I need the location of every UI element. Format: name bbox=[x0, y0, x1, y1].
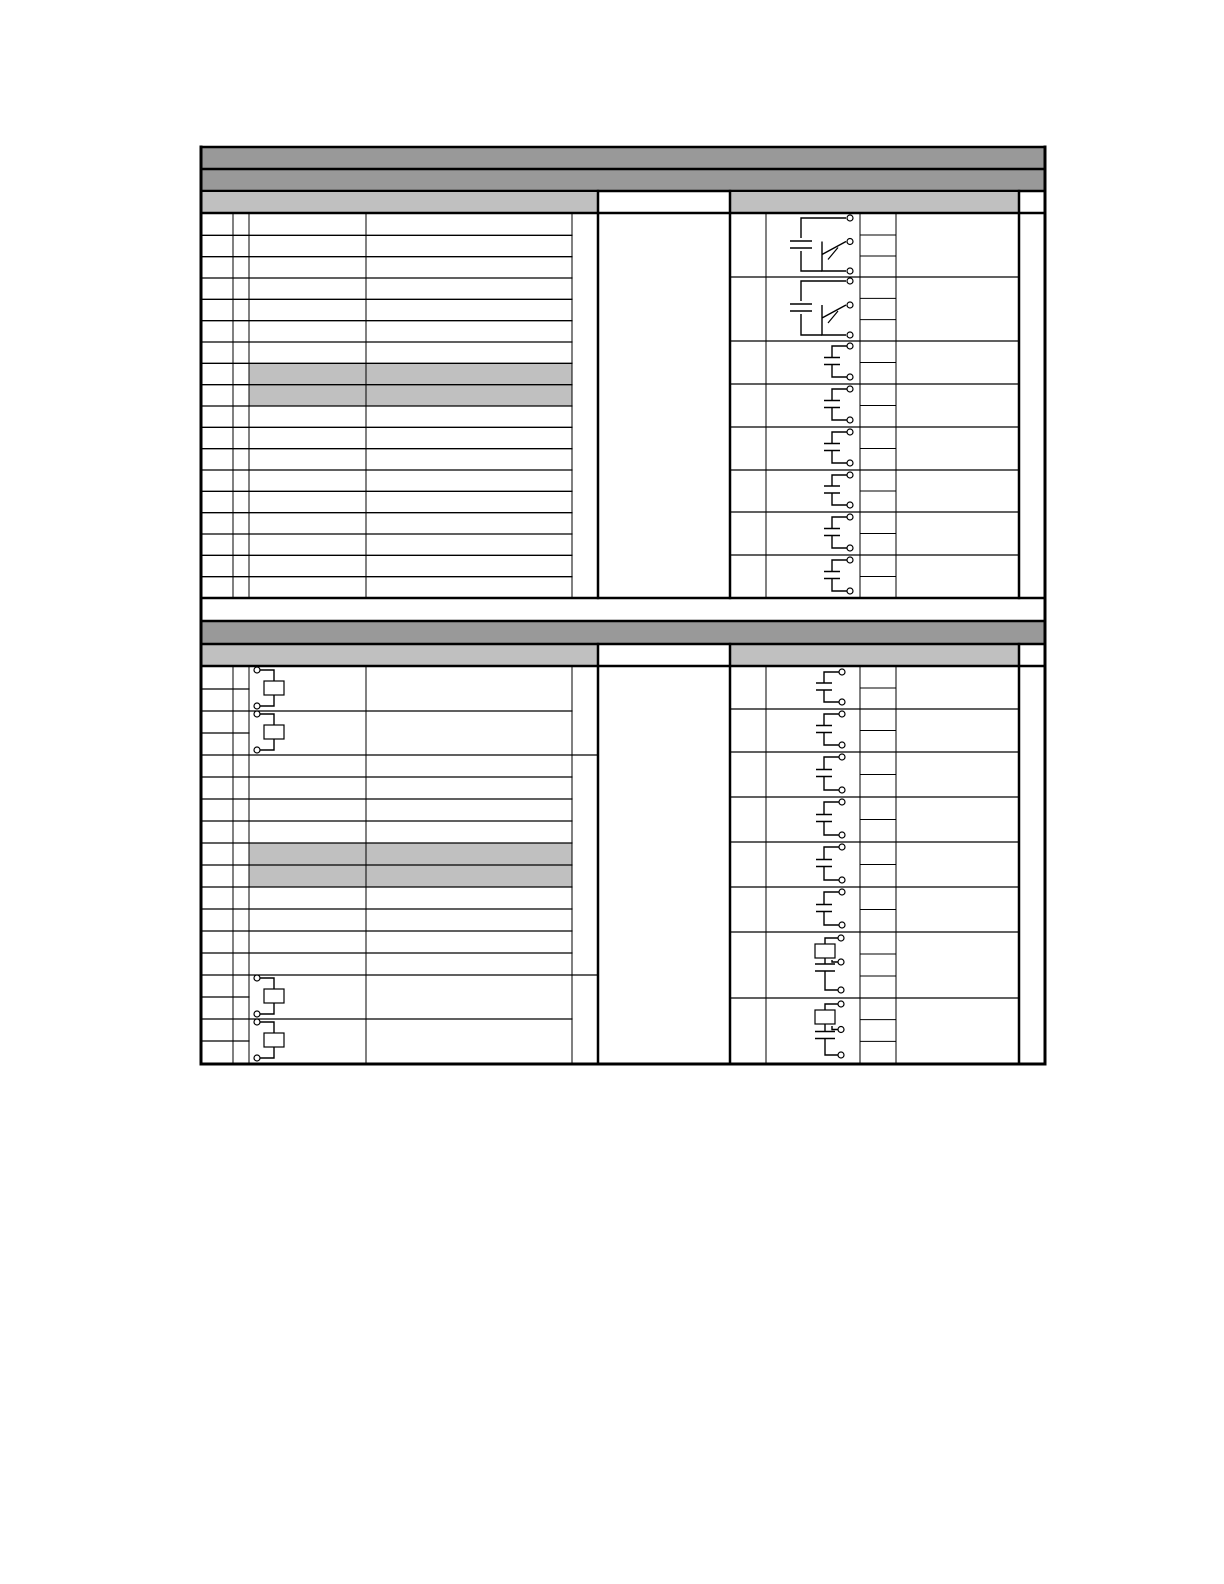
terminal-circle bbox=[838, 959, 844, 965]
changeover-switch bbox=[822, 305, 846, 335]
terminal-circle bbox=[847, 268, 853, 274]
coil-contact-wire bbox=[815, 958, 838, 990]
terminal-circle bbox=[839, 832, 845, 838]
contact-wire bbox=[824, 346, 847, 377]
terminal-circle bbox=[847, 502, 853, 508]
terminal-circle bbox=[839, 844, 845, 850]
coil-contact-wire bbox=[815, 1024, 838, 1055]
contact-wire bbox=[824, 560, 847, 591]
coil-box bbox=[264, 989, 284, 1003]
lower-shaded-row bbox=[249, 865, 572, 887]
upper-header-bar-2 bbox=[201, 169, 1045, 191]
terminal-circle bbox=[847, 429, 853, 435]
contact-wire bbox=[816, 892, 839, 925]
changeover-wire bbox=[790, 218, 846, 271]
terminal-circle bbox=[839, 877, 845, 883]
terminal-circle bbox=[847, 386, 853, 392]
lower-header-bar bbox=[201, 622, 1045, 643]
upper-header-bar-1 bbox=[201, 147, 1045, 168]
terminal-circle bbox=[839, 799, 845, 805]
contact-wire bbox=[824, 517, 847, 548]
grid-lines-layer bbox=[201, 147, 1045, 1064]
coil-wire bbox=[825, 938, 838, 944]
terminal-circle bbox=[838, 1027, 844, 1033]
terminal-circle bbox=[847, 332, 853, 338]
coil-box bbox=[264, 681, 284, 695]
coil-wire bbox=[825, 1004, 838, 1010]
contact-wire bbox=[816, 757, 839, 790]
terminal-circle bbox=[847, 588, 853, 594]
contact-wire bbox=[816, 672, 839, 702]
contact-wire bbox=[816, 847, 839, 880]
terminal-circle bbox=[847, 215, 853, 221]
terminal-circle bbox=[838, 935, 844, 941]
terminal-circle bbox=[839, 754, 845, 760]
terminal-circle bbox=[847, 417, 853, 423]
contact-wire bbox=[824, 475, 847, 505]
upper-right-table-header bbox=[731, 193, 1018, 213]
terminal-circle bbox=[847, 374, 853, 380]
terminal-circle bbox=[254, 975, 260, 981]
upper-shaded-row bbox=[249, 385, 572, 406]
terminal-circle bbox=[839, 889, 845, 895]
terminal-circle bbox=[839, 922, 845, 928]
contact-wire bbox=[816, 714, 839, 745]
terminal-circle bbox=[847, 302, 853, 308]
terminal-circle bbox=[839, 669, 845, 675]
coil-box bbox=[815, 944, 835, 958]
coil-box bbox=[264, 1033, 284, 1047]
contact-wire bbox=[824, 389, 847, 420]
terminal-circle bbox=[847, 472, 853, 478]
terminal-circle bbox=[254, 667, 260, 673]
lower-shaded-row bbox=[249, 843, 572, 865]
terminal-circle bbox=[839, 787, 845, 793]
contact-wire bbox=[824, 432, 847, 463]
coil-box bbox=[264, 725, 284, 739]
terminal-circle bbox=[847, 460, 853, 466]
terminal-circle bbox=[254, 1019, 260, 1025]
fill-layer bbox=[201, 147, 1045, 887]
lower-right-table-header bbox=[731, 645, 1018, 666]
terminal-circle bbox=[254, 711, 260, 717]
upper-shaded-row bbox=[249, 363, 572, 384]
terminal-circle bbox=[254, 703, 260, 709]
changeover-wire bbox=[790, 281, 846, 335]
terminal-circle bbox=[254, 1055, 260, 1061]
terminal-circle bbox=[847, 343, 853, 349]
terminal-circle bbox=[838, 1001, 844, 1007]
lower-left-table-header bbox=[202, 645, 597, 666]
terminal-circle bbox=[839, 742, 845, 748]
terminal-circle bbox=[839, 711, 845, 717]
changeover-switch bbox=[822, 242, 846, 272]
upper-left-table-header bbox=[202, 193, 597, 213]
terminal-circle bbox=[254, 747, 260, 753]
contact-wire bbox=[816, 802, 839, 835]
terminal-circle bbox=[838, 1052, 844, 1058]
terminal-circle bbox=[847, 239, 853, 245]
terminal-circle bbox=[254, 1011, 260, 1017]
coil-box bbox=[815, 1010, 835, 1024]
terminal-circle bbox=[847, 557, 853, 563]
terminal-circle bbox=[839, 699, 845, 705]
terminal-circle bbox=[847, 545, 853, 551]
terminal-circle bbox=[847, 514, 853, 520]
terminal-circle bbox=[847, 278, 853, 284]
terminal-circle bbox=[838, 987, 844, 993]
